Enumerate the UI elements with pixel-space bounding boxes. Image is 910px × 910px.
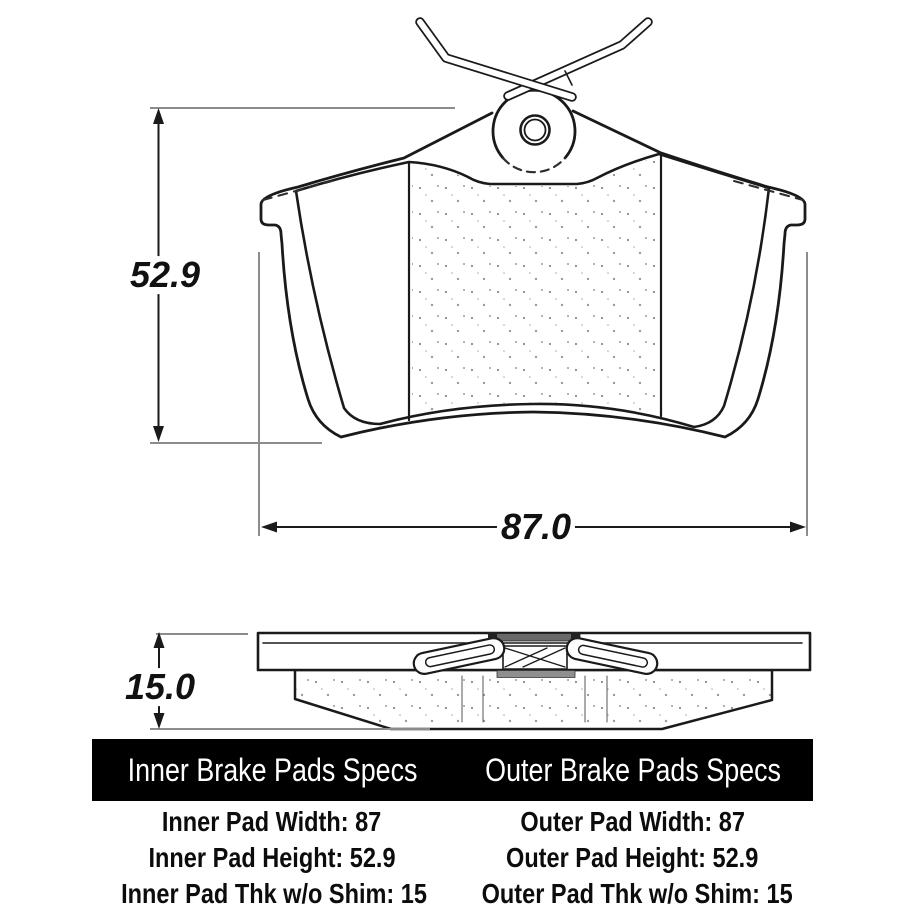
clip-center-block [503, 646, 567, 669]
friction-texture-region [412, 157, 658, 417]
height-dimension-label: 52.9 [126, 256, 204, 294]
spec-value: 87 [355, 806, 382, 837]
outer-specs-header: Outer Brake Pads Specs [484, 751, 781, 788]
arrow-left [261, 522, 277, 533]
spec-row-outer-width [452, 807, 813, 837]
spec-label: Inner Pad Thk w/o Shim: [121, 878, 395, 909]
spec-value: 87 [718, 806, 745, 837]
arrow-down [154, 713, 165, 729]
spec-row-outer-thickness [452, 879, 813, 909]
front-view [261, 22, 805, 437]
spec-label: Outer Pad Height: [506, 842, 707, 873]
spec-row-outer-height [452, 843, 813, 873]
spec-value: 52.9 [349, 842, 396, 873]
side-view [258, 632, 810, 729]
spec-row-inner-width [92, 807, 452, 837]
spec-value: 15 [400, 878, 427, 909]
clip-left-arm [420, 22, 572, 97]
spec-label: Outer Pad Thk w/o Shim: [481, 878, 760, 909]
clip-shim-bar-bottom [497, 671, 575, 678]
arrow-up [153, 108, 164, 124]
width-dimension-label: 87.0 [497, 508, 575, 546]
spec-value: 52.9 [712, 842, 759, 873]
spec-label: Inner Pad Width: [162, 806, 349, 837]
spec-row-inner-thickness [92, 879, 452, 909]
side-friction-outline [295, 670, 772, 729]
arrow-down [153, 426, 164, 442]
boss-outline-hidden-dashed [503, 158, 565, 172]
specs-header-bar [92, 739, 813, 801]
arrow-right [790, 522, 806, 533]
thickness-dimension-label: 15.0 [121, 668, 199, 706]
spec-label: Inner Pad Height: [148, 842, 344, 873]
spec-value: 15 [766, 878, 793, 909]
spec-label: Outer Pad Width: [520, 806, 713, 837]
retaining-clip [420, 22, 648, 97]
clip-shim-bar-top [494, 634, 580, 642]
inner-specs-header: Inner Brake Pads Specs [127, 751, 418, 788]
clip-hook-left [488, 632, 497, 639]
spec-row-inner-height [92, 843, 452, 873]
clip-hook-right [571, 632, 580, 639]
